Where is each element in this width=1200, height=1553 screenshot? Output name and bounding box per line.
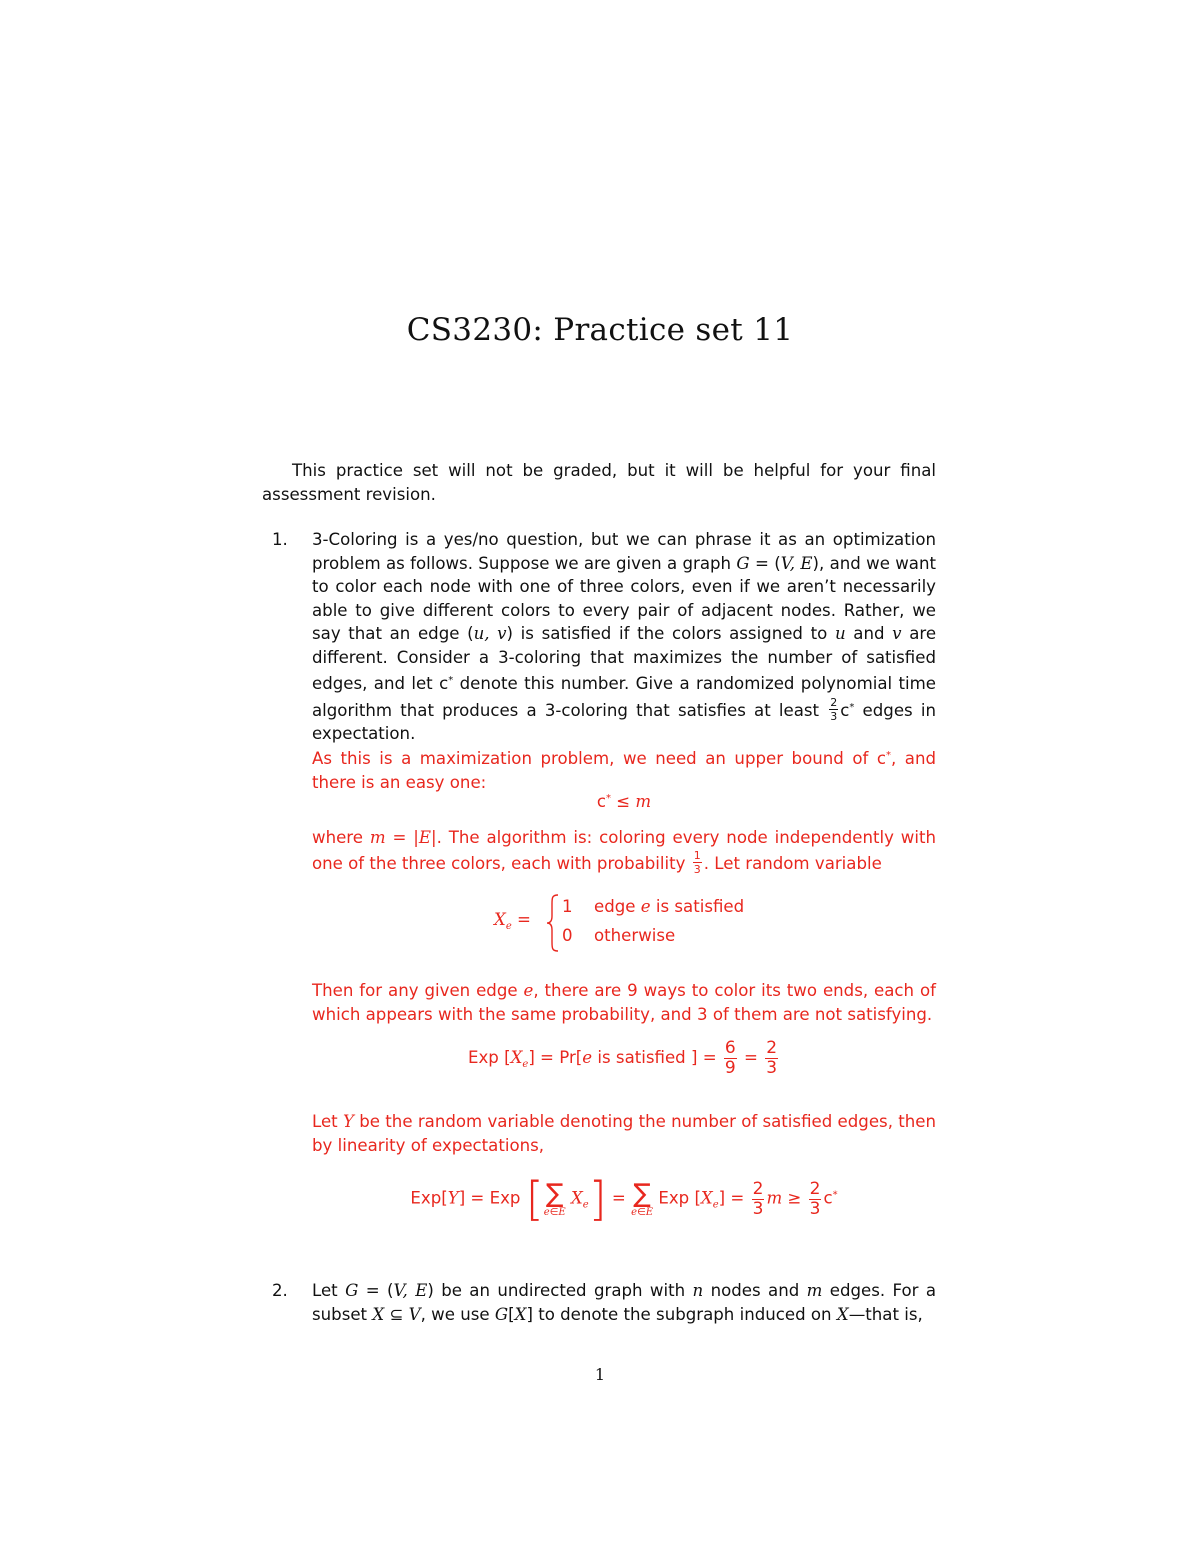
question-1-text: 3-Coloring is a yes/no question, but we can phrase it as an optimization problem as follows. Suppose we are given a graph G = (V, E), and we want to color each node with one of three colors, even if we aren’t necessarily able to give different colors to every pair of adjacent nodes. Rather, we say that an edge (u, v) is satisfied if the colors assigned to u and v are different. Consider a 3-coloring that maximizes the number of satisfied edges, and let c* denote this number. Give a randomized polynomial time algorithm that produces a 3-coloring that satisfies at least $\frac{2}{3}$ c* edges in expectation.: [312, 530, 937, 743]
upper-bound-equation: c* ≤ m: [596, 792, 652, 811]
answer-paragraph-1: As this is a maximization problem, we need an upper bound of c*, and there is an easy one:: [312, 749, 936, 792]
question-1: [262, 528, 936, 746]
answer-paragraph-2: where m = |E|. The algorithm is: coloring every node independently with one of the three colors, each with probability $\frac{1}{3}$ . Let random variable: [312, 828, 937, 876]
intro-paragraph: This practice set will not be graded, but it will be helpful for your final assessment revision.: [262, 461, 936, 504]
page-number: 1: [594, 1365, 606, 1384]
question-2-number: 2.: [272, 1281, 288, 1300]
left-brace: [546, 894, 560, 952]
page-title: CS3230: Practice set 11: [406, 312, 794, 348]
expectation-equation: Exp $[X_e] = Pr[e$ is satisfied ] = $\frac{6}{9}$ = $\frac{2}{3}$: [467, 1038, 778, 1078]
answer-paragraph-3: Then for any given edge e, there are 9 ways to color its two ends, each of which appears with the same probability, and 3 of them are not satisfying.: [312, 981, 936, 1024]
document-page: CS3230: Practice set 11 This practice set will not be graded, but it will be helpful for your final assessment revision. 1. 3-Coloring is a yes/no question, but we can phrase it as an optimization problem as follows. Suppose we are given a graph G = (V, E), and we want to color each node with one of three colors, even if we aren’t necessarily able to give different colors to every pair of adjacent nodes. Rather, we say that an edge (u, v) is satisfied if the colors assigned to u and v are different. Consider a 3-coloring that maximizes the number of satisfied edges, and let c* denote this number. Give a randomized polynomial time algorithm that produces a 3-coloring that satisfies at least $\frac{2}{3}$ c* edges in expectation. As this is a maximization problem, we need an upper bound of c*, and there is an easy one: c* ≤ m where m = |E|. The algorithm is: coloring every node independently with one of the three colors, each with probability $\frac{1}{3}$ . Let random variable $X_e$ = 1 edge e is satisfied 0 otherwise Then for any given edge e, there are 9 ways to color its two ends, each of which appears with the same probability, and 3 of them are not satisfying. Exp $[X_e] = Pr[e$ is satisfied ] = $\frac{6}{9}$ = $\frac{2}{3}$ Let Y be the random variable denoting the number of satisfied edges, then by linearity of expectations, Exp[Y] = Exp [ ∑ e∈E $X_e$] = ∑ e∈E Exp $[X_e]$ = $\frac{2}{3}$ m ≥ $\frac{2}{3}$ c* 2. Let G = (V, E) be an undirected graph with n nodes and m edges. For a subset X ⊆ V, we use G[X] to denote the subgraph induced on X—that is, 1: [0, 0, 1200, 1553]
question-2-text: Let G = (V, E) be an undirected graph with n nodes and m edges. For a subset X ⊆ V, we use G[X] to denote the subgraph induced on X—that is,: [312, 1281, 937, 1324]
question-1-number: 1.: [272, 530, 288, 549]
answer-paragraph-4: Let Y be the random variable denoting the number of satisfied edges, then by linearity of expectations,: [312, 1112, 937, 1155]
question-2: [262, 1279, 936, 1326]
linearity-equation: Exp[Y] = Exp [ ∑ e∈E $X_e$] = ∑ e∈E Exp $[X_e]$ = $\frac{2}{3}$ m ≥ $\frac{2}{3}$ c*: [410, 1172, 838, 1226]
